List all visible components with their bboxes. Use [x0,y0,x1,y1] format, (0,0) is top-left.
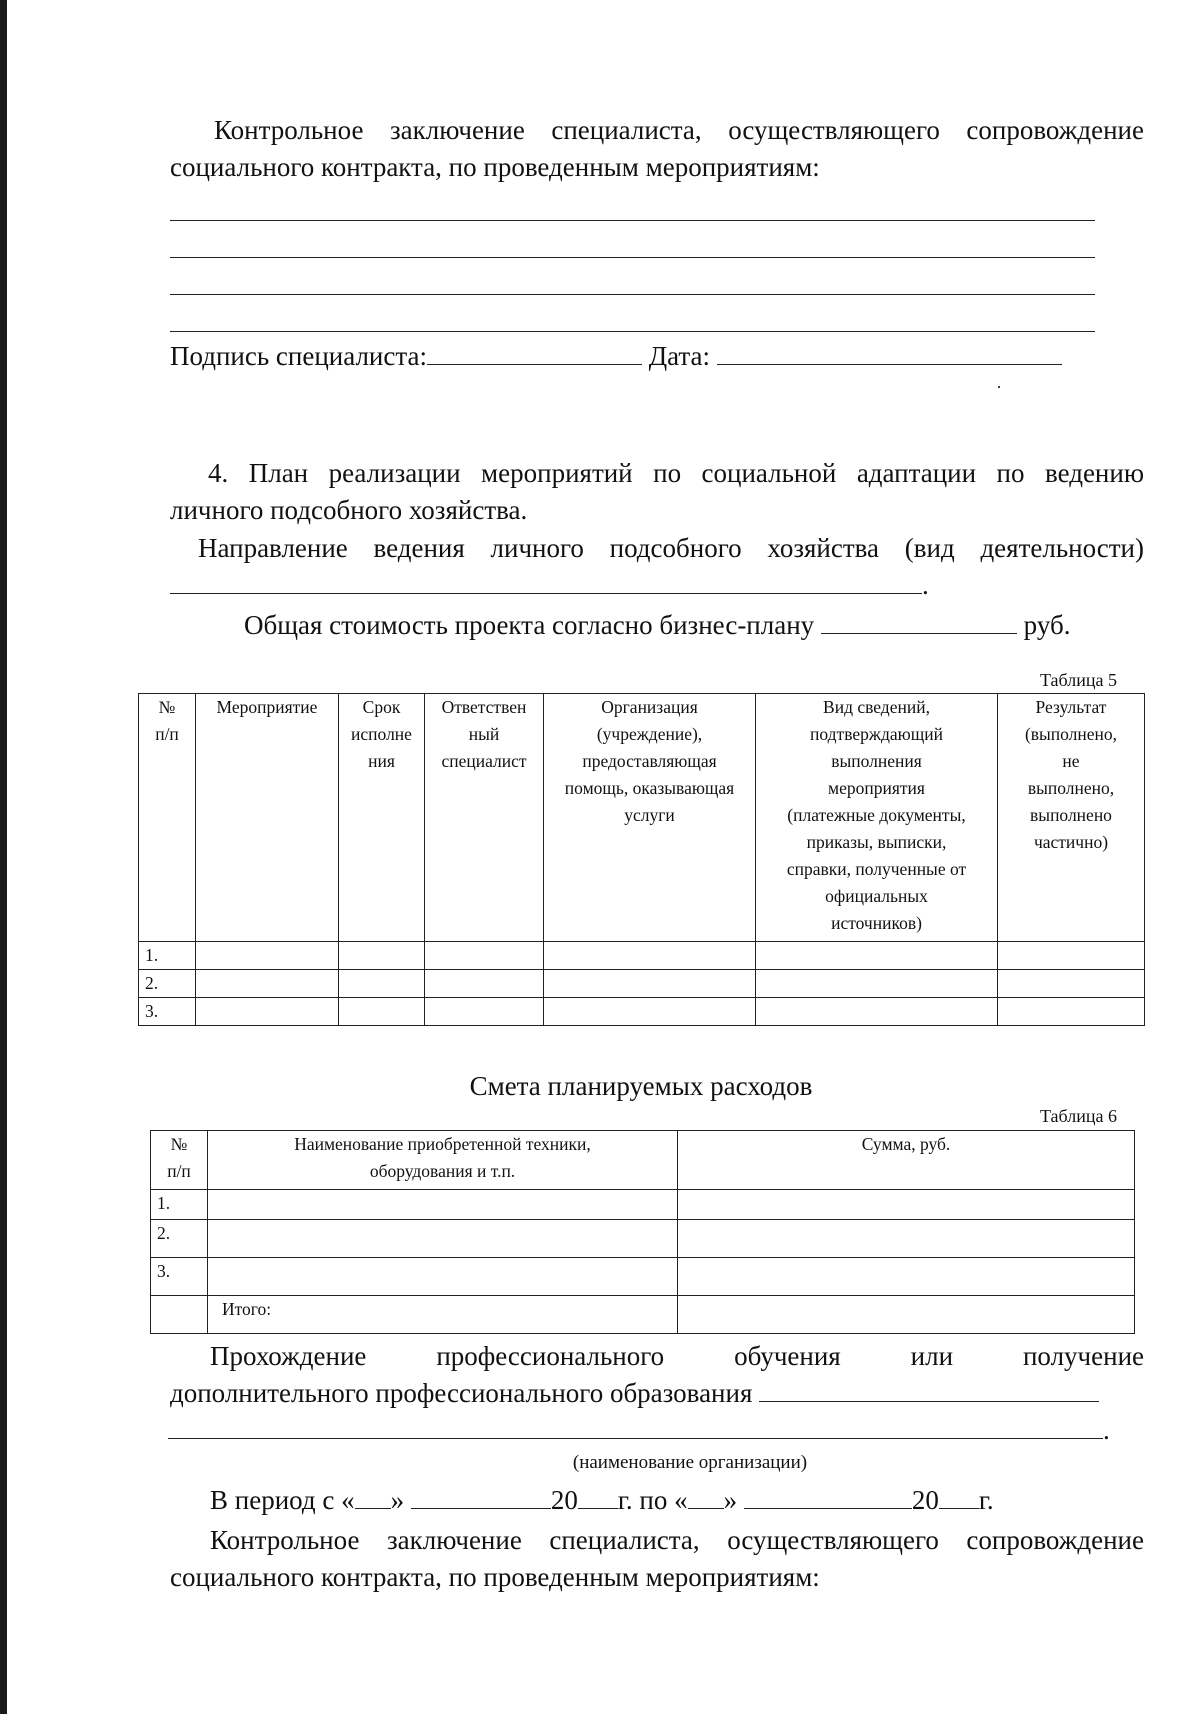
table5-caption: Таблица 5 [1040,670,1117,690]
table-row [139,942,1145,970]
table-row [139,998,1145,1026]
signature-blank[interactable] [427,338,642,365]
table-row [151,1220,1135,1258]
project-cost-row [244,607,1070,644]
date-blank[interactable] [717,338,1062,365]
section4-heading-line2: личного подсобного хозяйства. [170,495,528,525]
direction-end: . [922,570,929,600]
table5-cell[interactable] [339,998,425,1026]
training-line2 [170,1375,1140,1412]
project-cost-unit: руб. [1023,610,1071,640]
period-year-from[interactable] [578,1482,618,1509]
organization-blank[interactable] [168,1412,1103,1439]
table5-row2-number: 2. [139,970,196,998]
year-prefix1: 20 [550,1485,578,1515]
period-month-to[interactable] [744,1482,912,1509]
estimate-title: Смета планируемых расходов [469,1071,813,1101]
training-blank[interactable] [759,1375,1099,1402]
table6-caption: Таблица 6 [1040,1106,1117,1126]
direction-blank[interactable] [170,567,922,594]
period-row [210,1482,994,1519]
project-cost-label: Общая стоимость проекта согласно бизнес-плану [244,610,815,640]
table6-row1-number: 1. [151,1190,208,1220]
period-close2: » [723,1485,738,1515]
conclusion-line-4[interactable] [170,331,1095,332]
table5-cell[interactable] [998,942,1145,970]
table5-cell[interactable] [425,998,544,1026]
period-day-to[interactable] [688,1482,724,1509]
scan-speck [998,386,1000,388]
table6-header-number: № п/п [151,1131,208,1190]
table5-cell[interactable] [756,970,998,998]
table6-cell[interactable] [678,1220,1135,1258]
table6-cell[interactable] [208,1220,678,1258]
table5-header-deadline: Срок исполне ния [339,694,425,942]
table5-cell[interactable] [425,942,544,970]
top-conclusion-line2: социального контракта, по проведенным мероприятиям: [170,152,820,182]
signature-row [170,338,1100,375]
table5-cell[interactable] [544,970,756,998]
table5-cell[interactable] [425,970,544,998]
section4-heading-line1: 4. План реализации мероприятий по социальной адаптации по ведению [208,458,1144,488]
table5-cell[interactable] [196,970,339,998]
table5-cell[interactable] [196,998,339,1026]
table6-cell[interactable] [678,1190,1135,1220]
table5-cell[interactable] [998,970,1145,998]
year-prefix2: 20 [911,1485,939,1515]
period-close1: » [390,1485,405,1515]
table5-header-number: № п/п [139,694,196,942]
period-year-to[interactable] [939,1482,979,1509]
conclusion-line-1[interactable] [170,220,1095,221]
training-line2-text: дополнительного профессионального образования [170,1378,753,1408]
signature-label: Подпись специалиста: [170,341,427,371]
page-edge-shadow [0,0,7,1714]
direction-line1: Направление ведения личного подсобного хозяйства (вид деятельности) [198,533,1144,563]
table6-estimate [150,1130,1135,1334]
direction-line2 [170,567,929,604]
table6-row3-number: 3. [151,1258,208,1296]
training-line1: Прохождение профессионального обучения или получение [210,1341,1144,1371]
table6-header-name: Наименование приобретенной техники, оборудования и т.п. [208,1131,678,1190]
table5-header-responsible: Ответствен ный специалист [425,694,544,942]
table-row [139,970,1145,998]
table6-total-label: Итого: [208,1296,678,1334]
table6-total-sum[interactable] [678,1296,1135,1334]
project-cost-blank[interactable] [821,607,1017,634]
table5-cell[interactable] [998,998,1145,1026]
conclusion-line-2[interactable] [170,257,1095,258]
table6-row2-number: 2. [151,1220,208,1258]
table5-cell[interactable] [544,942,756,970]
table6-cell [151,1296,208,1334]
year-suffix2: г. [978,1485,994,1515]
table6-total-row [151,1296,1135,1334]
table5-cell[interactable] [756,998,998,1026]
table5-cell[interactable] [196,942,339,970]
organization-hint: (наименование организации) [572,1452,808,1473]
table5-header-result: Результат (выполнено, не выполнено, выполнено частично) [998,694,1145,942]
table6-cell[interactable] [208,1258,678,1296]
table-row [151,1258,1135,1296]
bottom-conclusion-line2: социального контракта, по проведенным мероприятиям: [170,1562,820,1592]
table6-cell[interactable] [208,1190,678,1220]
table5-activities [138,693,1145,1026]
date-label: Дата: [648,341,711,371]
table6-header-sum: Сумма, руб. [678,1131,1135,1190]
table5-cell[interactable] [339,942,425,970]
table5-header-row [139,694,1145,942]
training-line3-end: . [1103,1415,1110,1445]
table5-cell[interactable] [339,970,425,998]
table5-header-evidence: Вид сведений, подтверждающий выполнения мероприятия (платежные документы, приказы, выписки, справки, полученные от официальных источников) [756,694,998,942]
period-day-from[interactable] [355,1482,391,1509]
bottom-conclusion-line1: Контрольное заключение специалиста, осуществляющего сопровождение [210,1525,1144,1555]
table-row [151,1190,1135,1220]
table5-header-organization: Организация (учреждение), предоставляющая помощь, оказывающая услуги [544,694,756,942]
table6-cell[interactable] [678,1258,1135,1296]
table5-row1-number: 1. [139,942,196,970]
table6-header-row [151,1131,1135,1190]
table5-header-activity: Мероприятие [196,694,339,942]
year-suffix1: г. по « [617,1485,688,1515]
period-prefix: В период с « [210,1485,355,1515]
conclusion-line-3[interactable] [170,294,1095,295]
table5-row3-number: 3. [139,998,196,1026]
top-conclusion-line1: Контрольное заключение специалиста, осуществляющего сопровождение [214,115,1144,145]
table5-cell[interactable] [544,998,756,1026]
period-month-from[interactable] [411,1482,551,1509]
table5-cell[interactable] [756,942,998,970]
training-line3 [168,1412,1110,1449]
